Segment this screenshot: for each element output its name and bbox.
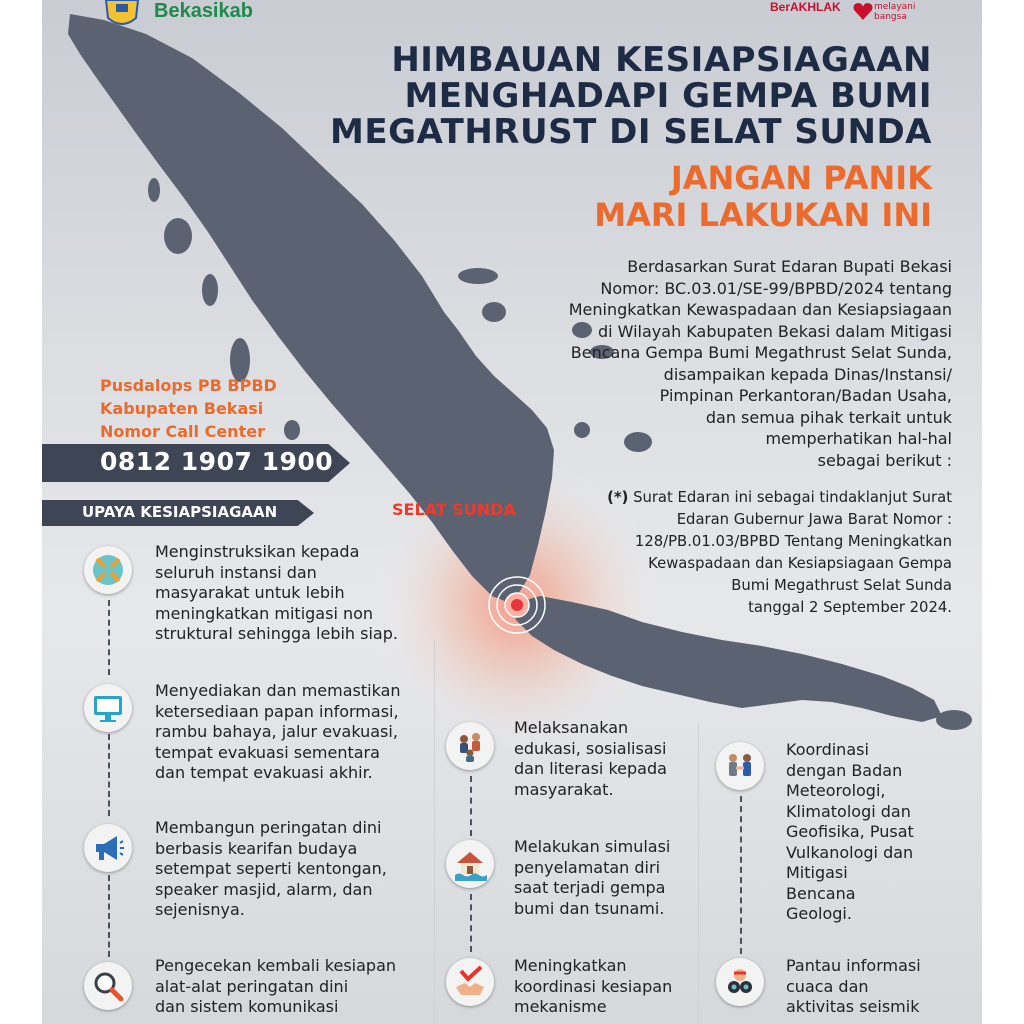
item-line: dan sistem komunikasi [155,997,339,1016]
item-line: Meteorologi, [786,781,886,800]
infographic-poster [42,0,982,1024]
item-line: Mitigasi [786,863,848,882]
intro-line: sebagai berikut : [817,450,952,470]
item-line: penyelamatan diri [514,857,661,877]
intro-paragraph [462,256,952,471]
item-line: tempat evakuasi sementara [155,742,380,762]
title-line-1: HIMBAUAN KESIAPSIAGAAN [391,40,932,80]
item-line: Bencana [786,883,856,903]
melayani-bangsa-text: melayani bangsa [874,2,916,22]
intro-line: Nomor: BC.03.01/SE-99/BPBD/2024 tentang [600,278,952,298]
item-line: Menginstruksikan kepada [155,542,360,561]
item-line: bumi dan tsunami. [514,898,665,918]
title-line-2: MENGHADAPI GEMPA BUMI [404,76,932,116]
subtitle [442,160,932,234]
binoculars-icon [716,958,764,1006]
list-item [786,956,966,1018]
column-divider [434,640,435,1024]
item-line: Geologi. [786,904,852,923]
heart-logo-icon [852,0,874,22]
item-line: dengan Badan [786,760,903,780]
subtitle-line-2: MARI LAKUKAN INI [594,196,932,234]
note-line: Bumi Megathrust Selat Sunda [731,577,952,594]
item-line: Melakukan simulasi [514,837,671,856]
item-line: Vulkanologi dan [786,842,914,862]
item-line: Geofisika, Pusat [786,822,914,841]
item-line: Menyediakan dan memastikan [155,681,401,700]
note-line [472,487,952,509]
item-line: meningkatkan mitigasi non [155,603,374,623]
selat-sunda-label: SELAT SUNDA [392,500,516,519]
item-line: masyarakat untuk lebih [155,583,345,602]
item-line: dan tempat evakuasi akhir. [155,763,373,782]
section-title: UPAYA KESIAPSIAGAAN [82,503,278,521]
item-line: alat-alat peringatan dini [155,976,349,996]
item-line: aktivitas seismik [786,997,920,1016]
megaphone-icon [84,824,132,872]
intro-line: Pimpinan Perkantoran/Badan Usaha, [659,386,952,405]
item-line: rambu bahaya, jalur evakuasi, [155,722,398,741]
item-line: Membangun peringatan dini [155,818,382,837]
intro-line: Berdasarkan Surat Edaran Bupati Bekasi [627,257,952,276]
intro-line: di Wilayah Kabupaten Bekasi dalam Mitigasi [597,321,952,341]
item-line: seluruh instansi dan [155,562,317,582]
connector-line [470,776,472,836]
item-line: Pengecekan kembali kesiapan [155,956,397,975]
call-center-label [100,374,360,443]
berakhlak-logo: BerAKHLAK [770,0,841,14]
intro-line: disampaikan kepada Dinas/Instansi/ [663,364,952,384]
item-line: ketersediaan papan informasi, [155,701,399,721]
contact-line: Kabupaten Bekasi [100,399,264,418]
list-item [155,818,455,921]
handshake-check-icon [446,958,494,1006]
house-flood-icon [446,840,494,888]
list-item [514,718,694,800]
connector-line [108,875,110,957]
column-divider [698,724,699,1024]
item-line: dan literasi kepada [514,759,667,778]
page-title [292,42,932,150]
item-line: struktural sehingga lebih siap. [155,624,398,643]
island-1 [148,178,160,202]
island-12 [936,710,972,730]
item-line: edukasi, sosialisasi [514,738,667,758]
list-item [155,956,455,1018]
item-line: berbasis kearifan budaya [155,838,358,858]
list-item [155,542,455,645]
item-line: saat terjadi gempa [514,878,666,897]
connector-line [470,894,472,952]
contact-line: Nomor Call Center [100,422,265,441]
item-line: cuaca dan [786,976,869,996]
call-center-phone[interactable]: 0812 1907 1900 [100,447,334,476]
note-line: Edaran Gubernur Jawa Barat Nomor : [676,511,952,528]
note-line: Kewaspadaan dan Kesiapsiagaan Gempa [648,555,952,572]
intro-line: Meningkatkan Kewaspadaan dan Kesiapsiagaan [568,300,952,319]
regency-emblem-icon [102,0,142,30]
island-3 [202,274,218,306]
bekasikab-logo: Bekasikab [154,0,253,22]
connector-line [108,600,110,675]
item-line: Koordinasi [786,740,869,759]
intro-line: memperhatikan hal-hal [765,429,952,448]
island-2 [164,218,192,254]
reference-note [472,487,952,619]
item-line: Pantau informasi [786,956,921,975]
connector-line [740,796,742,954]
intro-line: dan semua pihak terkait untuk [705,407,952,427]
item-line: koordinasi kesiapan [514,976,673,996]
item-line: sejenisnya. [155,900,245,919]
item-line: masyarakat. [514,779,614,799]
intro-line: Bencana Gempa Bumi Megathrust Selat Sunda, [570,343,952,362]
item-line: speaker masjid, alarm, dan [155,879,373,899]
note-marker: (*) [607,489,629,506]
item-line: setempat seperti kentongan, [155,859,387,878]
title-line-3: MEGATHRUST DI SELAT SUNDA [330,112,932,152]
bangga-melayani-logo [852,0,916,28]
item-line: Klimatologi dan [786,801,911,821]
list-item [514,956,694,1018]
note-line-text: Surat Edaran ini sebagai tindaklanjut Surat [633,489,952,506]
list-item [514,837,694,919]
item-line: mekanisme [514,997,607,1016]
list-item [155,681,455,784]
people-education-icon [446,722,494,770]
item-line: Meningkatkan [514,956,627,975]
list-item [786,740,956,925]
contact-line: Pusdalops PB BPBD [100,376,277,395]
subtitle-line-1: JANGAN PANIK [670,159,932,197]
arrows-inward-icon [84,546,132,594]
monitor-icon [84,684,132,732]
people-coordination-icon [716,742,764,790]
item-line: Melaksanakan [514,718,629,737]
note-line: 128/PB.01.03/BPBD Tentang Meningkatkan [634,533,952,550]
note-line: tanggal 2 September 2024. [748,599,952,616]
connector-line [108,734,110,816]
magnifier-icon [84,962,132,1010]
